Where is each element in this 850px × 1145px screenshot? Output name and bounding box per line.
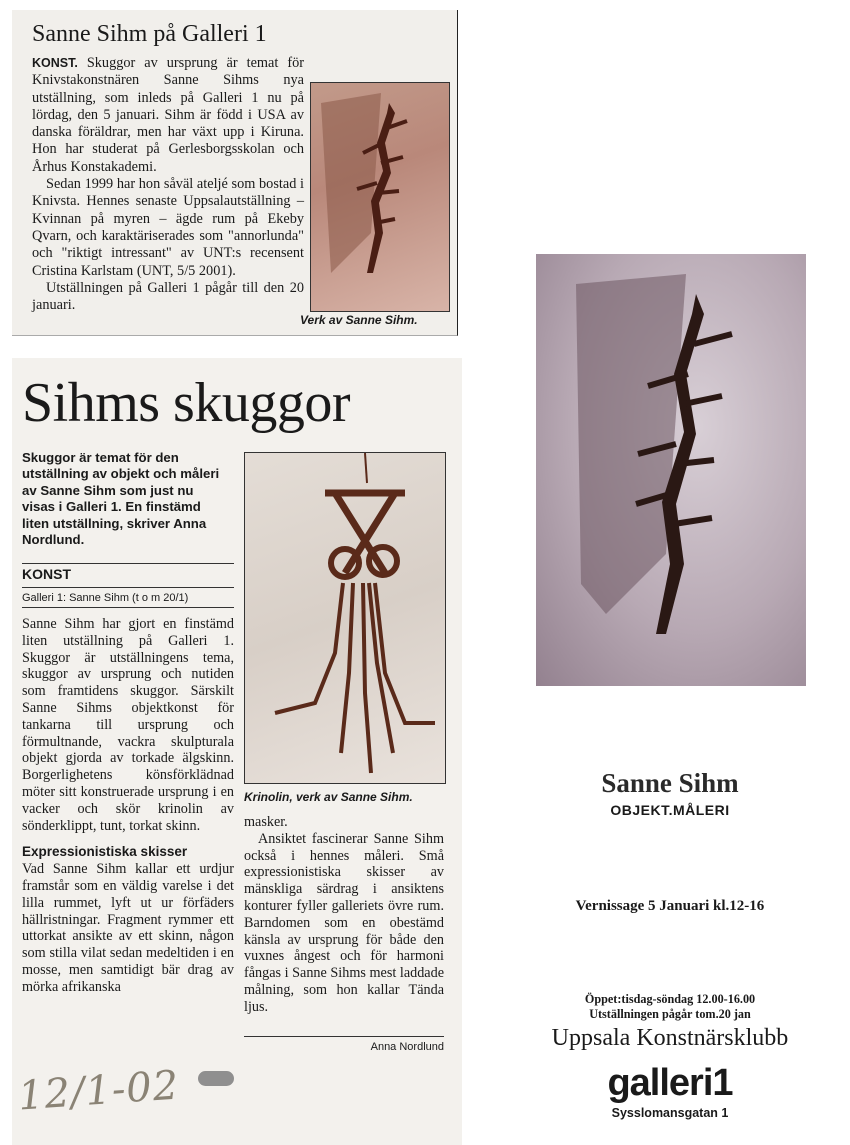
clipping-review bbox=[12, 358, 462, 1145]
krinolin-illustration bbox=[245, 453, 445, 783]
review-lede: Skuggor är temat för den utställning av objekt och måleri av Sanne Sihm som just nu visas i Galleri 1. En finstämd liten utställning, skriver Anna Nordlund. bbox=[22, 450, 220, 548]
poster-artwork-illustration bbox=[536, 254, 806, 686]
artwork-illustration bbox=[311, 83, 449, 311]
photo-caption: Krinolin, verk av Sanne Sihm. bbox=[244, 790, 413, 804]
artwork-photo bbox=[310, 82, 450, 312]
krinolin-photo bbox=[244, 452, 446, 784]
review-paragraph: Sanne Sihm har gjort en finstämd liten utställning på Galleri 1. Skuggor är utställningens tema, skuggor av ursprung och nutiden som framtidens skuggor. Särskilt Sanne Sihms objektkonst för tankarna till ursprung och förmultnande, vackra skulpturala objekt gjorda av torkade älgskinn. Borgerlighetens könsförklädnad möter sitt konstruerade ursprung i en vacker och skör krinolin av sönderklippt, tunt, torkat skinn. bbox=[22, 616, 234, 834]
photo-caption: Verk av Sanne Sihm. bbox=[300, 313, 418, 327]
poster-end-date: Utställningen pågår tom.20 jan bbox=[589, 1007, 751, 1021]
poster-club-name: Uppsala Konstnärsklubb bbox=[551, 1025, 789, 1051]
clipping-headline: Sanne Sihm på Galleri 1 bbox=[32, 21, 267, 47]
review-paragraph: Vad Sanne Sihm kallar ett urdjur framstår som en väldig varelse i det lilla rummet, lyft ut ur förfäders hällristningar. Fragment rymmer ett uttorkat ansikte av ett skinn, någon som stilla vilat sedan medeltiden i en mosse, men samtidigt bär drag av mörka afrikanska bbox=[22, 861, 234, 995]
kicker-label: KONST. bbox=[32, 56, 78, 70]
gallery-logo: galleri1 bbox=[607, 1062, 733, 1104]
handwritten-date: 12/1-02 bbox=[16, 1062, 181, 1120]
review-headline: Sihms skuggor bbox=[22, 372, 350, 434]
clipping-body bbox=[32, 55, 304, 314]
review-column-left bbox=[22, 616, 234, 996]
review-paragraph: masker. bbox=[244, 814, 288, 830]
section-label bbox=[22, 563, 234, 608]
clipping-text: Skuggor av ursprung är temat för Knivstakonstnären Sanne Sihms nya utställning, som inleds på Galleri 1 nu på lördag, den 5 januari. Sihm är född i USA av danska föräldrar, men har växt upp i Kiruna. Hon har studerat på Gerlesborgsskolan och Århus Konstakademi. bbox=[32, 55, 305, 175]
poster-artist-name: Sanne Sihm bbox=[601, 768, 739, 798]
section-subtitle: Galleri 1: Sanne Sihm (t o m 20/1) bbox=[22, 587, 234, 604]
clipping-paragraph: Sedan 1999 har hon såväl ateljé som bostad i Knivsta. Hennes senaste Uppsalautställning – Kvinnan på myren – ägde rum på Ekeby Qvarn, och karaktäriserades som "annorlunda" och "riktigt intressant" av UNT:s recensent Cristina Karlstam (UNT, 5/5 2001). bbox=[32, 176, 304, 279]
poster-artwork-photo bbox=[536, 254, 806, 686]
review-paragraph: Ansiktet fascinerar Sanne Sihm också i hennes måleri. Små expressionistiska skisser av mänskliga särdrag i ansiktens konturer fyller galleriets övre rum. Barndomen som en obestämd känsla av ursprung för både den vuxnes ångest och för harmoni fångas i Sanne Sihms mest laddade målning, som hon kallar Tända ljus. bbox=[244, 830, 444, 1015]
review-column-right bbox=[244, 814, 444, 1016]
review-subhead: Expressionistiska skisser bbox=[22, 844, 188, 860]
clipping-gallery-notice bbox=[12, 10, 458, 336]
poster-opening-hours: Öppet:tisdag-söndag 12.00-16.00 bbox=[584, 992, 756, 1006]
poster-disciplines: OBJEKT.MÅLERI bbox=[610, 802, 730, 818]
clipping-paragraph: Utställningen på Galleri 1 pågår till den 20 januari. bbox=[32, 279, 304, 314]
review-byline: Anna Nordlund bbox=[244, 1036, 444, 1053]
poster-vernissage: Vernissage 5 Januari kl.12-16 bbox=[575, 898, 765, 914]
section-title: KONST bbox=[22, 566, 71, 582]
gallery-address: Sysslomansgatan 1 bbox=[611, 1106, 729, 1120]
smudge-mark bbox=[198, 1071, 234, 1086]
clipping-paragraph bbox=[32, 55, 304, 176]
exhibition-poster bbox=[520, 240, 830, 1145]
